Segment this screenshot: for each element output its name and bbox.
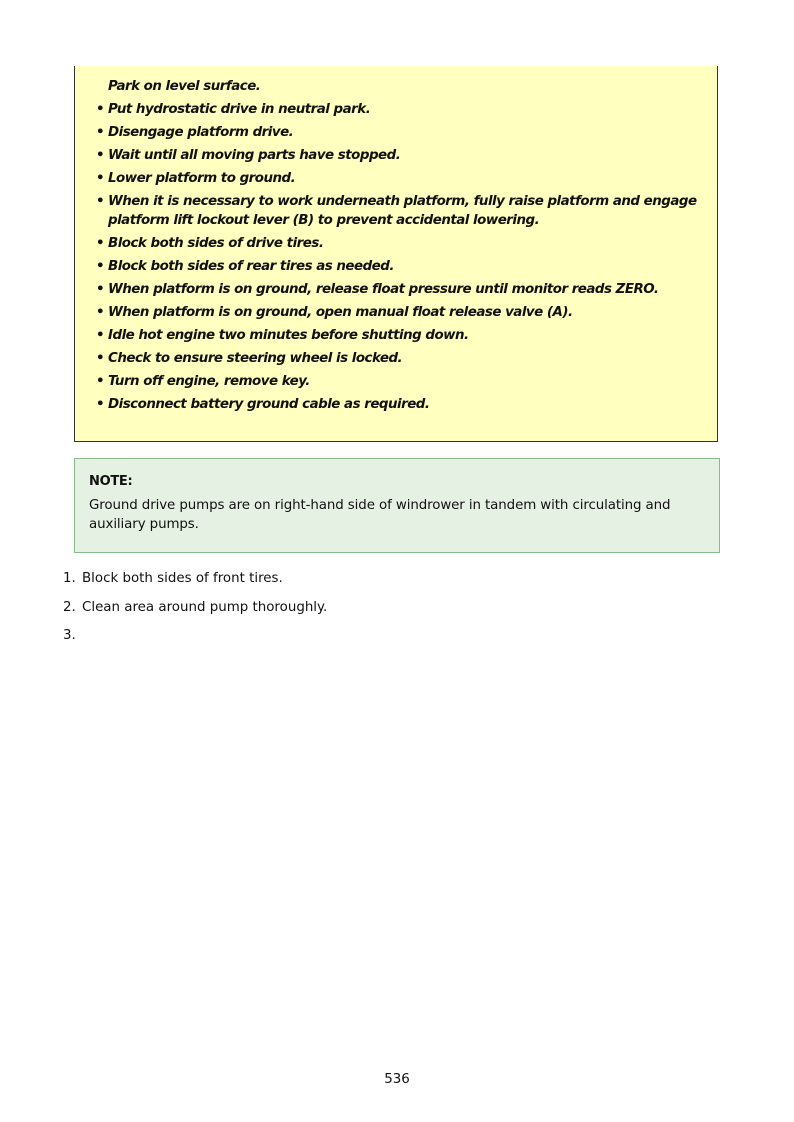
warning-list-item: • Put hydrostatic drive in neutral park. xyxy=(108,100,701,119)
step-text: Clean area around pump thoroughly. xyxy=(82,599,328,615)
warning-list-item: • Disengage platform drive. xyxy=(108,123,701,142)
step-number: 2. xyxy=(63,599,76,615)
warning-list-item: • Block both sides of rear tires as needed. xyxy=(108,257,701,276)
warning-list-item: • Idle hot engine two minutes before shutting down. xyxy=(108,326,701,345)
note-box xyxy=(74,458,720,553)
warning-list-item: • Disconnect battery ground cable as required. xyxy=(108,395,701,414)
procedure-step xyxy=(63,598,327,617)
warning-list-item: • Block both sides of drive tires. xyxy=(108,234,701,253)
warning-list-item: • When platform is on ground, release float pressure until monitor reads ZERO. xyxy=(108,280,701,299)
warning-list-item: Park on level surface. xyxy=(108,79,261,94)
safety-warning-box xyxy=(74,66,718,442)
warning-list-item: • Turn off engine, remove key. xyxy=(108,372,701,391)
step-number: 1. xyxy=(63,571,76,586)
note-text: Ground drive pumps are on right-hand side of windrower in tandem with circulating and auxiliary pumps. xyxy=(89,498,671,532)
procedure-steps xyxy=(63,569,327,655)
page-number: 536 xyxy=(384,1072,410,1087)
safety-procedure-list xyxy=(75,66,717,414)
step-number: 3. xyxy=(63,628,76,643)
step-text: Block both sides of front tires. xyxy=(82,571,283,586)
warning-list-item: • When platform is on ground, open manual float release valve (A). xyxy=(108,303,701,322)
warning-list-item: • Lower platform to ground. xyxy=(108,169,701,188)
procedure-step xyxy=(63,569,327,588)
procedure-step xyxy=(63,626,327,645)
warning-list-item: • Check to ensure steering wheel is locked. xyxy=(108,349,701,368)
warning-list-item: • Wait until all moving parts have stopped. xyxy=(108,146,701,165)
warning-list-item: • When it is necessary to work underneath platform, fully raise platform and engage platform lift lockout lever (B) to prevent accidental lowering. xyxy=(108,192,701,230)
note-title: NOTE: xyxy=(89,474,133,489)
